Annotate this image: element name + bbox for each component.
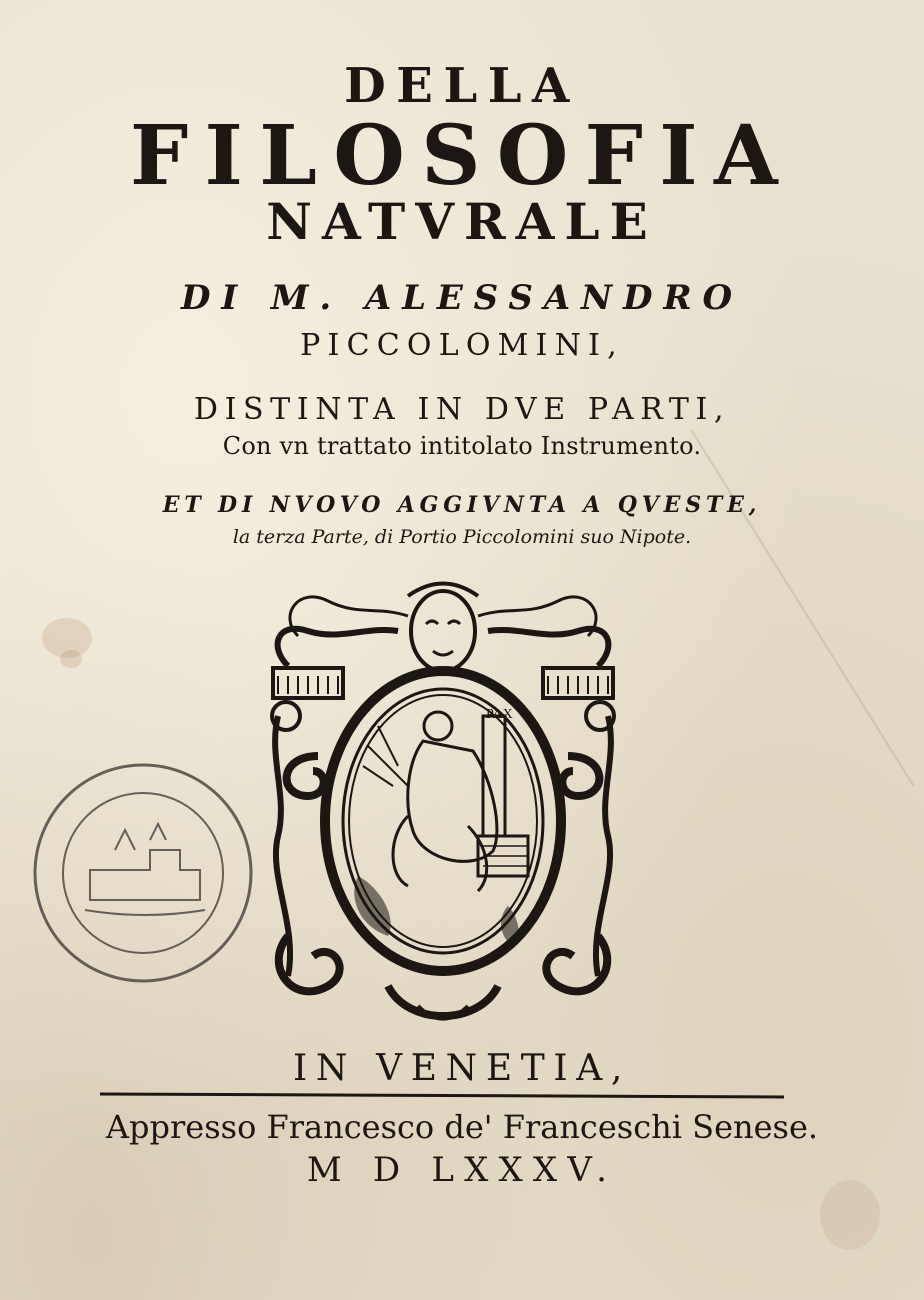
device-motto: PAX <box>486 707 513 722</box>
imprint-printer: Appresso Francesco de' Franceschi Senese. <box>105 1108 819 1146</box>
author-line: DI M. ALESSANDRO <box>181 278 743 318</box>
addition-line-2: la terza Parte, di Portio Piccolomini suo Nipote. <box>232 526 692 548</box>
imprint-rule <box>100 1093 784 1099</box>
foxing-stain <box>820 1180 880 1250</box>
subtitle-2: Con vn trattato intitolato Instrumento. <box>222 432 702 460</box>
library-stamp <box>30 760 256 986</box>
title-line-2: FILOSOFIA <box>129 108 795 204</box>
subtitle: DISTINTA IN DVE PARTI, <box>193 392 731 427</box>
paper-crease <box>690 429 914 786</box>
author-name: PICCOLOMINI, <box>300 328 624 363</box>
printers-device-woodcut <box>258 576 628 1036</box>
imprint-year: M D LXXXV. <box>306 1150 618 1190</box>
foxing-stain <box>60 650 82 668</box>
addition-line: ET DI NVOVO AGGIVNTA A QVESTE, <box>162 492 762 518</box>
imprint-place: IN VENETIA, <box>293 1048 631 1089</box>
title-line-1: DELLA <box>344 58 580 114</box>
title-line-3: NATVRALE <box>266 192 658 251</box>
